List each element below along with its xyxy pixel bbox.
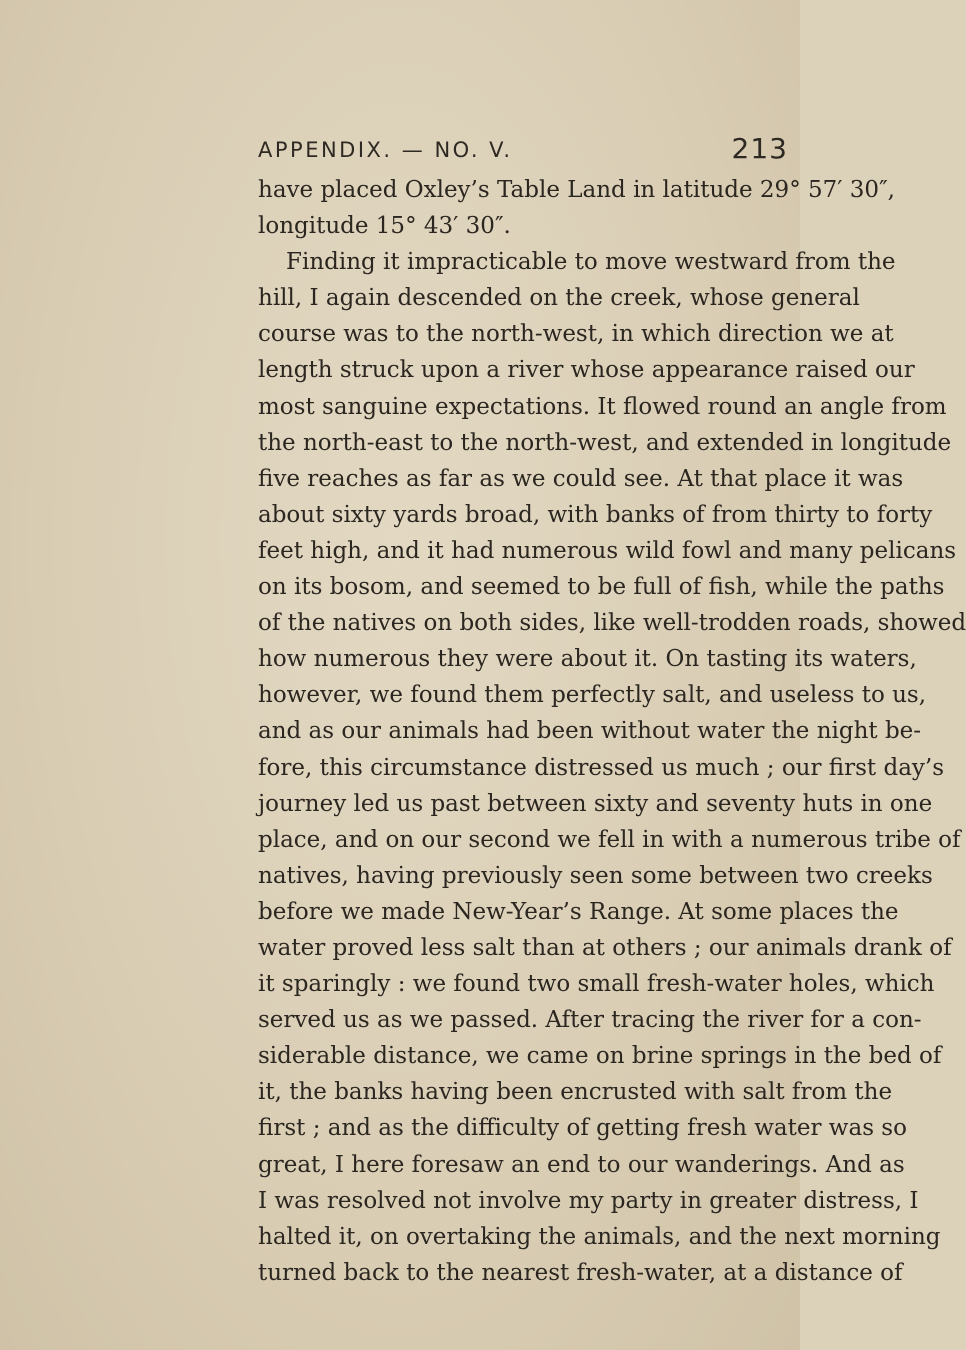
text-line: length struck upon a river whose appearance raised our	[258, 357, 915, 384]
running-head: APPENDIX. — NO. V.	[258, 138, 513, 162]
text-line: how numerous they were about it. On tasting its waters,	[258, 646, 917, 673]
text-line: Finding it impracticable to move westward from the	[286, 249, 896, 276]
text-line: great, I here foresaw an end to our wanderings. And as	[258, 1151, 905, 1178]
text-line: water proved less salt than at others ; our animals drank of	[258, 934, 952, 961]
page-header	[258, 132, 788, 172]
text-line: I was resolved not involve my party in greater distress, I	[258, 1187, 919, 1214]
text-line: longitude 15° 43′ 30″.	[258, 213, 511, 240]
text-line: served us as we passed. After tracing the river for a con-	[258, 1007, 922, 1034]
text-line: it, the banks having been encrusted with salt from the	[258, 1079, 893, 1106]
text-line: fore, this circumstance distressed us much ; our first day’s	[258, 754, 945, 781]
text-line: on its bosom, and seemed to be full of fish, while the paths	[258, 574, 945, 601]
text-line: first ; and as the difficulty of getting fresh water was so	[258, 1115, 907, 1142]
text-line: about sixty yards broad, with banks of from thirty to forty	[258, 501, 933, 528]
text-line: and as our animals had been without water the night be-	[258, 718, 922, 745]
text-line: journey led us past between sixty and seventy huts in one	[258, 790, 933, 817]
text-line: before we made New-Year’s Range. At some places the	[258, 898, 899, 925]
text-line: it sparingly : we found two small fresh-water holes, which	[258, 971, 935, 998]
text-line: place, and on our second we fell in with a numerous tribe of	[258, 826, 961, 853]
page-number: 213	[731, 132, 788, 165]
text-line: course was to the north-west, in which direction we at	[258, 321, 894, 348]
body-text	[258, 172, 966, 1291]
text-line: have placed Oxley’s Table Land in latitude 29° 57′ 30″,	[258, 177, 895, 203]
text-line: halted it, on overtaking the animals, and the next morning	[258, 1223, 941, 1250]
text-line: siderable distance, we came on brine springs in the bed of	[258, 1043, 942, 1070]
text-line: of the natives on both sides, like well-trodden roads, showed	[258, 610, 966, 637]
text-line: most sanguine expectations. It flowed round an angle from	[258, 393, 947, 420]
text-line: turned back to the nearest fresh-water, at a distance of	[258, 1259, 903, 1286]
text-line: feet high, and it had numerous wild fowl and many pelicans	[258, 537, 957, 564]
text-line: natives, having previously seen some between two creeks	[258, 862, 933, 889]
text-line: however, we found them perfectly salt, and useless to us,	[258, 682, 927, 709]
text-line: the north-east to the north-west, and extended in longitude	[258, 429, 952, 456]
text-line: hill, I again descended on the creek, whose general	[258, 285, 860, 312]
text-line: five reaches as far as we could see. At that place it was	[258, 465, 904, 492]
